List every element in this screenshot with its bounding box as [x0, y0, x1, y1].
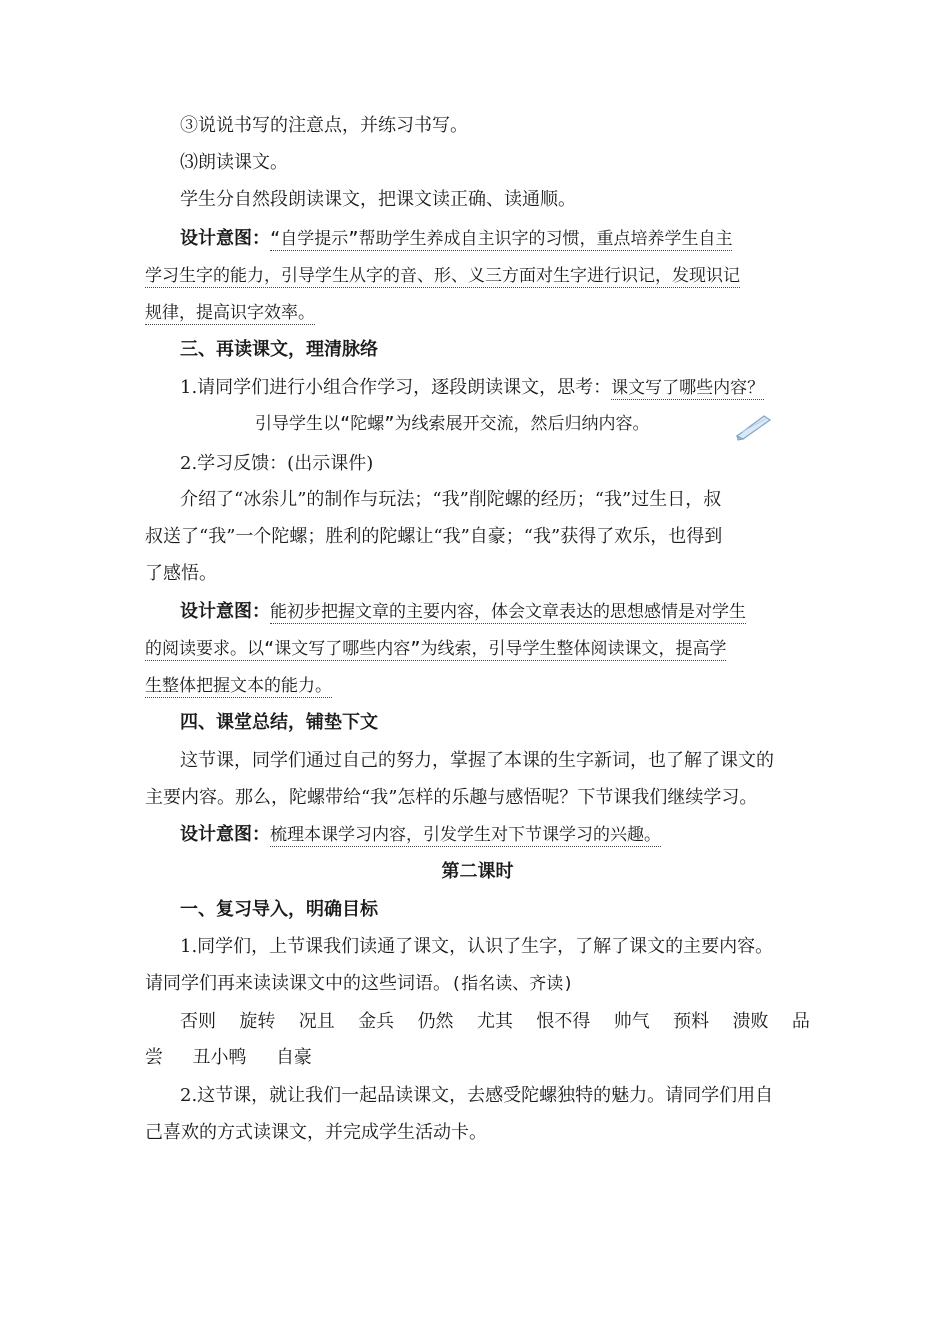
- handwritten-note: 的阅读要求。以“课文写了哪些内容”为线索，引导学生整体阅读课文，提高学: [145, 639, 727, 659]
- handwritten-note: 生整体把握文本的能力。: [145, 676, 332, 696]
- summary-line-2: 主要内容。那么，陀螺带给“我”怎样的乐趣与感悟呢？下节课我们继续学习。: [145, 787, 758, 808]
- paragraph-read-instruction: 学生分自然段朗读课文，把课文读正确、读通顺。: [180, 189, 576, 210]
- vocab-word: 溃败: [732, 1011, 769, 1032]
- vocab-word: 金兵: [358, 1011, 395, 1032]
- handwritten-note: (指名读、齐读): [451, 974, 574, 994]
- design-intent-2-third: [145, 673, 810, 699]
- vocabulary-row-1: [180, 1009, 810, 1035]
- vocabulary-row-2: [145, 1045, 810, 1071]
- design-intent-label: 设计意图：: [180, 228, 270, 249]
- feedback-line-3: 了感悟。: [145, 563, 217, 584]
- closing-line-1: 2.这节课，就让我们一起品读课文，去感受陀螺独特的魅力。请同学们用自: [180, 1085, 774, 1106]
- feedback-line-1: 介绍了“冰尜儿”的制作与玩法；“我”削陀螺的经历；“我”过生日，叔: [180, 489, 722, 510]
- design-intent-3: [180, 822, 810, 848]
- handwritten-note: 能初步把握文章的主要内容，体会文章表达的思想感情是对学生: [270, 602, 746, 622]
- step-read-aloud: ⑶朗读课文。: [180, 152, 288, 173]
- summary-line-1: 这节课，同学们通过自己的努力，掌握了本课的生字新词，也了解了课文的: [180, 750, 774, 771]
- step-write-practice: ③说说书写的注意点，并练习书写。: [180, 115, 468, 136]
- vocab-word: 预料: [673, 1011, 710, 1032]
- vocab-word: 况且: [298, 1011, 335, 1032]
- section-heading-3: 三、再读课文，理清脉络: [180, 339, 378, 360]
- handwritten-note: 规律，提高识字效率。: [145, 303, 315, 323]
- design-intent-1-second: [145, 263, 810, 289]
- design-intent-1-first: [180, 226, 810, 252]
- handwritten-guidance: [255, 411, 755, 437]
- handwritten-note: 引导学生以“陀螺”为线索展开交流，然后归纳内容。: [255, 414, 650, 434]
- vocab-word: 否则: [180, 1011, 216, 1032]
- handwritten-note: 梳理本课学习内容，引发学生对下节课学习的兴趣。: [270, 825, 661, 845]
- handwritten-note: 课文写了哪些内容？: [611, 378, 765, 398]
- handwritten-note: “自学提示”帮助学生养成自主识字的习惯，重点培养学生自主: [270, 229, 733, 249]
- vocab-word: 帅气: [613, 1011, 650, 1032]
- vocab-word: 恨不得: [536, 1011, 591, 1032]
- design-intent-2-second: [145, 636, 810, 662]
- handwritten-note: 学习生字的能力，引导学生从字的音、形、义三方面对生字进行识记，发现识记: [145, 266, 740, 286]
- question-2: 2.学习反馈：(出示课件): [180, 453, 374, 474]
- design-intent-label: 设计意图：: [180, 601, 270, 622]
- feedback-line-2: 叔送了“我”一个陀螺；胜利的陀螺让“我”自豪；“我”获得了欢乐，也得到: [145, 526, 723, 547]
- vocab-word: 尤其: [476, 1011, 513, 1032]
- design-intent-1-third: [145, 300, 810, 326]
- review-line-2: [145, 971, 810, 997]
- lesson-two-title: 第二课时: [441, 861, 514, 882]
- vocab-word: 尝: [145, 1047, 163, 1068]
- review-line-1: 1.同学们，上节课我们读通了课文，认识了生字，了解了课文的主要内容。: [180, 936, 774, 957]
- design-intent-label: 设计意图：: [180, 824, 270, 845]
- vocab-word: 旋转: [239, 1011, 276, 1032]
- pencil-sketch-icon: [734, 410, 774, 442]
- design-intent-2-first: [180, 599, 810, 625]
- vocab-word: 仍然: [417, 1011, 454, 1032]
- question-1: [180, 375, 810, 401]
- vocab-word: 品: [791, 1011, 810, 1032]
- vocab-word: 丑小鸭: [192, 1047, 247, 1068]
- vocab-word: 自豪: [275, 1047, 312, 1068]
- section-heading-4: 四、课堂总结，铺垫下文: [180, 712, 378, 733]
- question-1-text: 1.请同学们进行小组合作学习，逐段朗读课文，思考：: [180, 377, 612, 398]
- section-heading-1: 一、复习导入，明确目标: [180, 899, 378, 920]
- closing-line-2: 己喜欢的方式读课文，并完成学生活动卡。: [145, 1122, 487, 1143]
- review-text: 请同学们再来读读课文中的这些词语。: [145, 973, 451, 994]
